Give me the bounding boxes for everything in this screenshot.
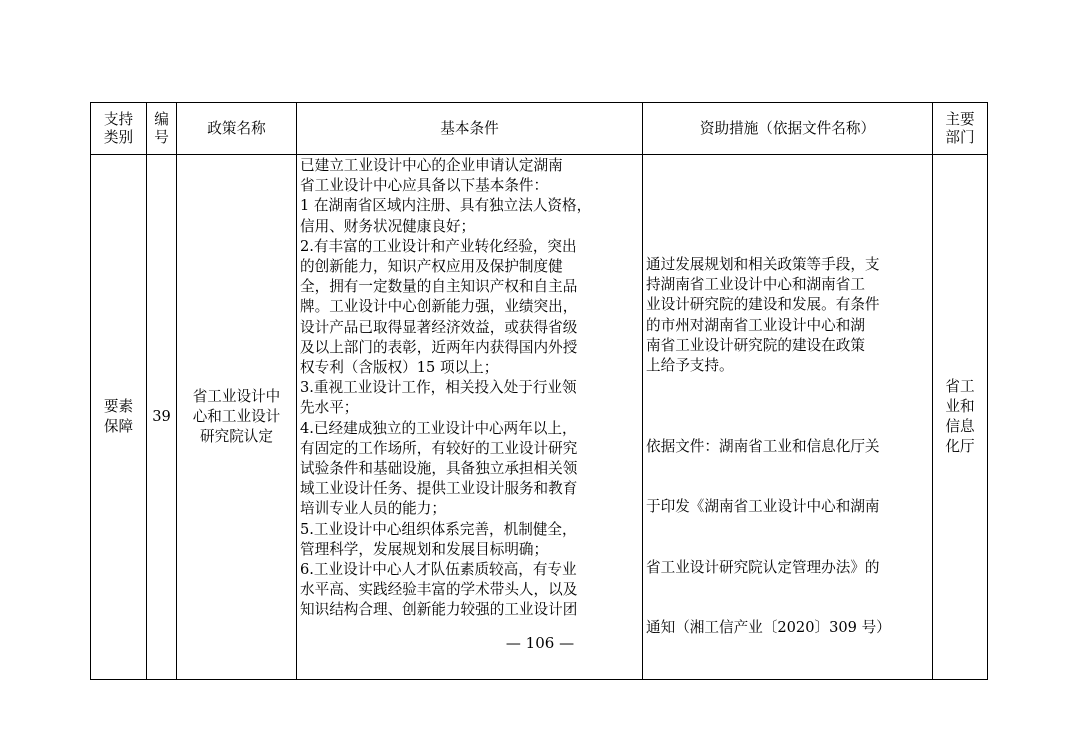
cell-measures: 通过发展规划和相关政策等手段，支 持湖南省工业设计中心和湖南省工 业设计研究院的建设和发展。有条件 的市州对湖南省工业设计中心和湖 南省工业设计研究院的建设在政策 上给予支持。 依据文件：湖南省工业和信息化厅关 于印发《湖南省工业设计中心和湖南 省工业设计研究院认定管理办法》的 通知（湘工信产业〔2020〕309 号） xyxy=(643,155,933,680)
header-conditions: 基本条件 xyxy=(297,103,643,155)
table-row xyxy=(91,155,988,680)
header-department: 主要 部门 xyxy=(933,103,988,155)
cell-policy-name: 省工业设计中 心和工业设计 研究院认定 xyxy=(177,155,297,680)
cell-department: 省工 业和 信息 化厅 xyxy=(933,155,988,680)
cell-category: 要素 保障 xyxy=(91,155,147,680)
basis-document: 依据文件：湖南省工业和信息化厅关 于印发《湖南省工业设计中心和湖南 省工业设计研究院认定管理办法》的 通知（湘工信产业〔2020〕309 号） xyxy=(646,437,891,637)
policy-table xyxy=(90,102,988,680)
header-measures: 资助措施（依据文件名称） xyxy=(643,103,933,155)
header-number: 编 号 xyxy=(147,103,177,155)
cell-number: 39 xyxy=(147,155,177,680)
table-header-row xyxy=(91,103,988,155)
page-number: — 106 — xyxy=(505,634,575,652)
header-policy-name: 政策名称 xyxy=(177,103,297,155)
cell-conditions: 已建立工业设计中心的企业申请认定湖南 省工业设计中心应具备以下基本条件： 1 在湖南省区域内注册、具有独立法人资格， 信用、财务状况健康良好； 2.有丰富的工业设计和产业转化经验，突出 的创新能力，知识产权应用及保护制度健 全，拥有一定数量的自主知识产权和自主品 牌。工业设计中心创新能力强，业绩突出， 设计产品已取得显著经济效益，或获得省级 及以上部门的表彰，近两年内获得国内外授 权专利（含版权）15 项以上； 3.重视工业设计工作，相关投入处于行业领 先水平； 4.已经建成独立的工业设计中心两年以上， 有固定的工作场所，有较好的工业设计研究 试验条件和基础设施，具备独立承担相关领 域工业设计任务、提供工业设计服务和教育 培训专业人员的能力； 5.工业设计中心组织体系完善，机制健全， 管理科学，发展规划和发展目标明确； 6.工业设计中心人才队伍素质较高，有专业 水平高、实践经验丰富的学术带头人，以及 知识结构合理、创新能力较强的工业设计团 xyxy=(297,155,643,680)
header-category: 支持 类别 xyxy=(91,103,147,155)
